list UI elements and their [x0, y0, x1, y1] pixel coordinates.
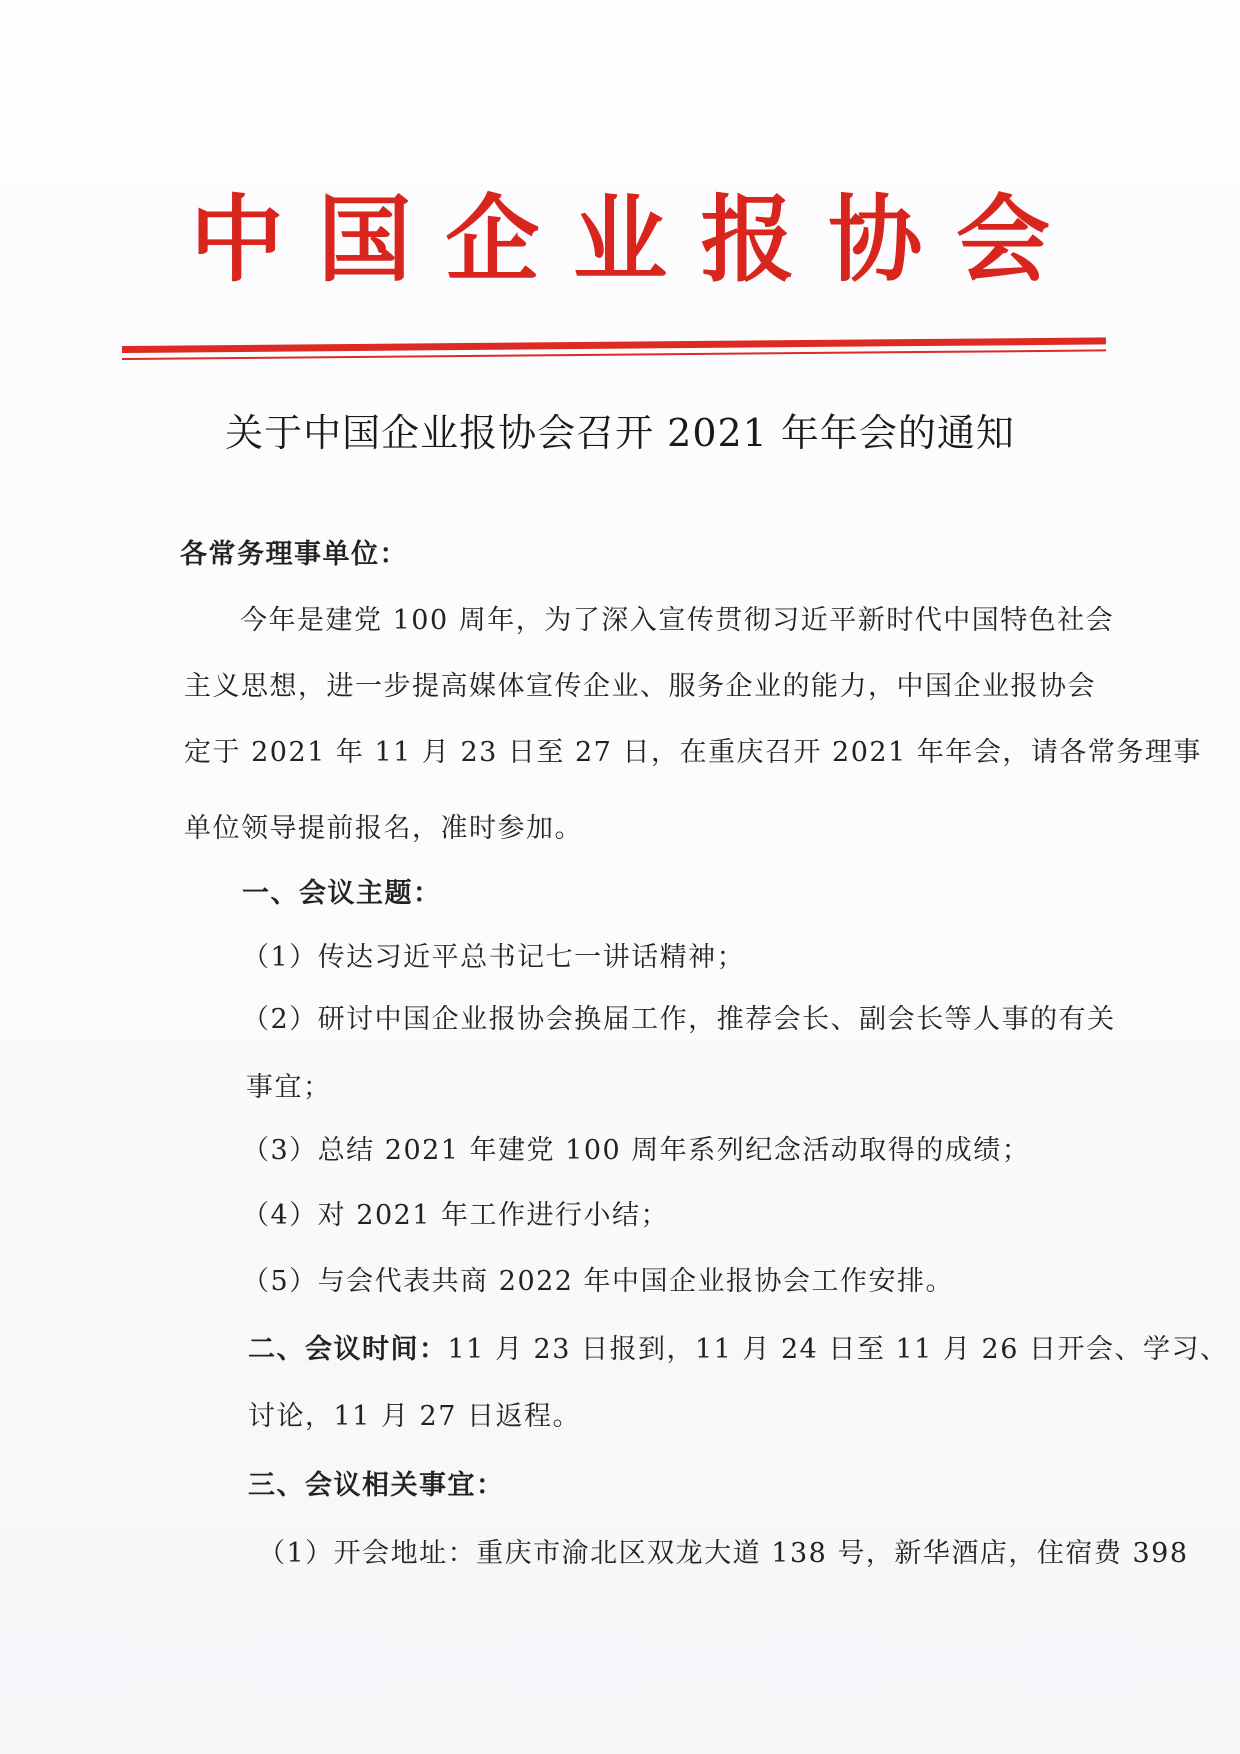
topic-item: （4）对 2021 年工作进行小结； — [242, 1200, 670, 1231]
arrangement-item: （1）开会地址：重庆市渝北区双龙大道 138 号，新华酒店，住宿费 398 — [258, 1538, 1189, 1569]
intro-line: 单位领导提前报名，准时参加。 — [184, 813, 583, 844]
organization-letterhead — [190, 185, 1050, 295]
meeting-time-line — [248, 1330, 1228, 1370]
letterhead-char: 国 — [317, 185, 412, 295]
document-title: 关于中国企业报协会召开 2021 年年会的通知 — [225, 411, 1015, 455]
letterhead-char: 中 — [190, 185, 285, 295]
meeting-time-text: 11 月 23 日报到，11 月 24 日至 11 月 26 日开会、学习、 — [447, 1334, 1229, 1365]
section-heading-time: 二、会议时间： — [248, 1334, 448, 1365]
intro-line: 今年是建党 100 周年，为了深入宣传贯彻习近平新时代中国特色社会 — [240, 605, 1115, 636]
topic-item: （1）传达习近平总书记七一讲话精神； — [242, 942, 746, 973]
letterhead-char: 企 — [445, 185, 540, 295]
topic-item-continued: 事宜； — [246, 1072, 332, 1103]
topic-item: （2）研讨中国企业报协会换届工作，推荐会长、副会长等人事的有关 — [242, 1004, 1116, 1035]
letterhead-char: 协 — [828, 185, 923, 295]
topic-item: （3）总结 2021 年建党 100 周年系列纪念活动取得的成绩； — [242, 1135, 1031, 1166]
letterhead-char: 业 — [572, 185, 667, 295]
intro-line: 主义思想，进一步提高媒体宣传企业、服务企业的能力，中国企业报协会 — [184, 671, 1096, 702]
section-heading-topics: 一、会议主题： — [242, 878, 442, 909]
meeting-time-continued: 讨论，11 月 27 日返程。 — [248, 1401, 581, 1432]
topic-item: （5）与会代表共商 2022 年中国企业报协会工作安排。 — [242, 1266, 955, 1297]
letterhead-char: 会 — [955, 185, 1050, 295]
intro-line: 定于 2021 年 11 月 23 日至 27 日，在重庆召开 2021 年年会，请各常务理事 — [184, 737, 1202, 768]
section-heading-arrangements: 三、会议相关事宜： — [248, 1470, 505, 1501]
letterhead-char: 报 — [700, 185, 795, 295]
salutation: 各常务理事单位： — [180, 539, 408, 570]
